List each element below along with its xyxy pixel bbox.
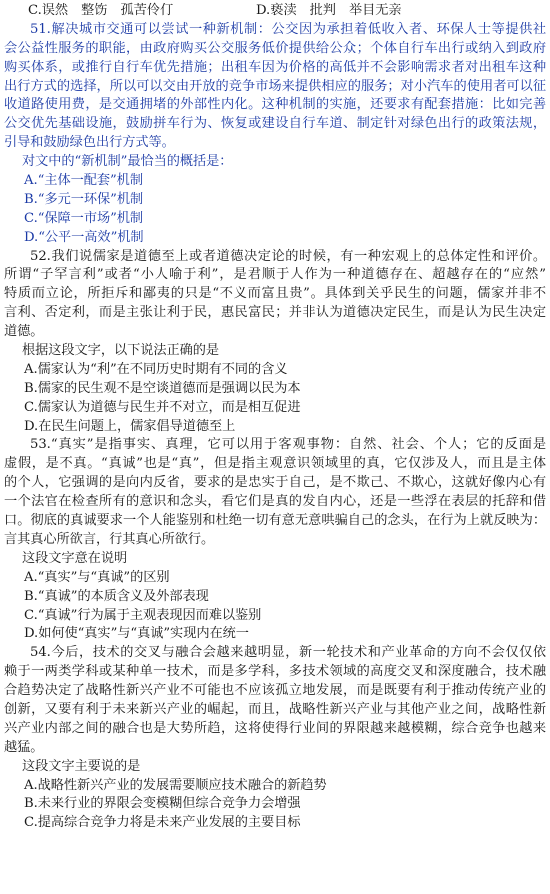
q54-line: 兴产业内部之间的融合也是大势所趋，这将使得行业间的界限越来越模糊，综合竞争也越来 xyxy=(4,720,546,736)
q51-line: 会公益性服务的职能，由政府购买公交服务低价提供给公众；个体自行车出行或纳入到政府 xyxy=(4,40,546,56)
q52-option-c: C.儒家认为道德与民生并不对立，而是相互促进 xyxy=(24,399,301,415)
q53-question: 这段文字意在说明 xyxy=(22,550,128,566)
q51-question: 对文中的“新机制”最恰当的概括是： xyxy=(22,154,233,170)
q52-question: 根据这段文字，以下说法正确的是 xyxy=(22,343,220,359)
q54-option-c: C.提高综合竞争力将是未来产业发展的主要目标 xyxy=(24,815,301,831)
q53-option-a: A.“真实”与“真诚”的区别 xyxy=(24,569,170,585)
q53-option-b: B.“真诚”的本质含义及外部表现 xyxy=(24,588,209,604)
q51-line: 引导和鼓励绿色出行方式等。 xyxy=(4,135,175,151)
q54-line: 合趋势决定了战略性新兴产业不可能也不应该孤立地发展，而是既要有利于推动传统产业的 xyxy=(4,683,546,699)
question-51 xyxy=(4,21,546,248)
q52-line: 道德。 xyxy=(4,324,44,340)
q52-option-a: A.儒家认为“利”在不同历史时期有不同的含义 xyxy=(24,361,288,377)
q50-options-row xyxy=(4,2,546,21)
q54-line: 创新，又要有利于未来新兴产业的崛起，而且，战略性新兴产业与其他产业之间，战略性新 xyxy=(4,701,546,717)
q54-line: 越猛。 xyxy=(4,739,44,755)
q52-line: 言利、否定利，而是主张让利于民，惠民富民；并非认为道德决定民生，而是认为民生决定 xyxy=(4,305,546,321)
q54-option-a: A.战略性新兴产业的发展需要顺应技术融合的新趋势 xyxy=(24,777,327,793)
q52-line: 所谓“子罕言利”或者“小人喻于利”，是君顺于人作为一种道德存在、超越存在的“应然” xyxy=(4,267,546,283)
q53-line: 一个法官在检查所有的意识和念头，看它们是真的发自内心，还是一些浮在表层的托辞和借 xyxy=(4,494,546,510)
q53-line: 的个人，它强调的是向内反省，要求的是忠实于自己，是不欺己、不欺心，这就好像内心有 xyxy=(4,475,546,491)
q51-line: 购买体系，或推行自行车优先措施；出租车因为价格的高低并不会影响需求者对出租车这种 xyxy=(4,59,546,75)
q53-line: 53.“真实”是指事实、真理，它可以用于客观事物：自然、社会、个人；它的反面是 xyxy=(30,437,546,453)
q54-line: 赖于一两类学科或某种单一技术，而是多学科，多技术领域的高度交叉和深度融合，技术融 xyxy=(4,664,546,680)
q51-option-a: A.“主体一配套”机制 xyxy=(24,173,143,189)
q52-line: 52.我们说儒家是道德至上或者道德决定论的时候，有一种宏观上的总体定性和评价。 xyxy=(30,248,546,264)
q52-option-b: B.儒家的民生观不是空谈道德而是强调以民为本 xyxy=(24,380,301,396)
q54-question: 这段文字主要说的是 xyxy=(22,758,141,774)
q53-option-d: D.如何使“真实”与“真诚”实现内在统一 xyxy=(24,626,249,642)
q53-option-c: C.“真诚”行为属于主观表现因而难以鉴别 xyxy=(24,607,262,623)
q52-option-d: D.在民生问题上，儒家倡导道德至上 xyxy=(24,418,236,434)
option-d: D.亵渎 批判 举目无亲 xyxy=(256,3,402,18)
q51-line: 51.解决城市交通可以尝试一种新机制：公交因为承担着低收入者、环保人士等提供社 xyxy=(30,21,546,37)
q53-line: 虚假，是不真。“真诚”也是“真”，但是指主观意识领域里的真，它仅涉及人，而且是主体 xyxy=(4,456,546,472)
q52-line: 特质而立论，所拒斥和鄙夷的只是“不义而富且贵”。具体到关乎民生的问题，儒家并非不 xyxy=(4,286,546,302)
q54-line: 54.今后，技术的交叉与融合会越来越明显，新一轮技术和产业革命的方向不会仅仅依 xyxy=(30,645,546,661)
q51-option-d: D.“公平一高效”机制 xyxy=(24,229,144,245)
q51-option-b: B.“多元一环保”机制 xyxy=(24,191,144,207)
q53-line: 口。彻底的真诚要求一个人能鉴别和杜绝一切有意无意哄骗自己的念头，在行为上就反映为： xyxy=(4,513,546,529)
q51-option-c: C.“保障一市场”机制 xyxy=(24,210,144,226)
q51-line: 出行方式的选择，所以可以交由开放的竞争市场来提供相应的服务；对小汽车的使用者可以征 xyxy=(4,78,546,94)
question-53 xyxy=(4,436,546,644)
question-52 xyxy=(4,248,546,437)
question-54 xyxy=(4,644,546,833)
q51-line: 公交优先基础设施，鼓励拼车行为、恢复或建设自行车道、制定针对绿色出行的政策法规， xyxy=(4,116,546,132)
q53-line: 言其真心所欲言，行其真心所欲行。 xyxy=(4,531,215,547)
q51-line: 收道路使用费，是交通拥堵的外部性内化。这种机制的实施，还要求有配套措施：比如完善 xyxy=(4,97,546,113)
q54-option-b: B.未来行业的界限会变模糊但综合竞争力会增强 xyxy=(24,796,301,812)
option-c: C.误然 整饬 孤苦伶仃 xyxy=(28,3,174,18)
